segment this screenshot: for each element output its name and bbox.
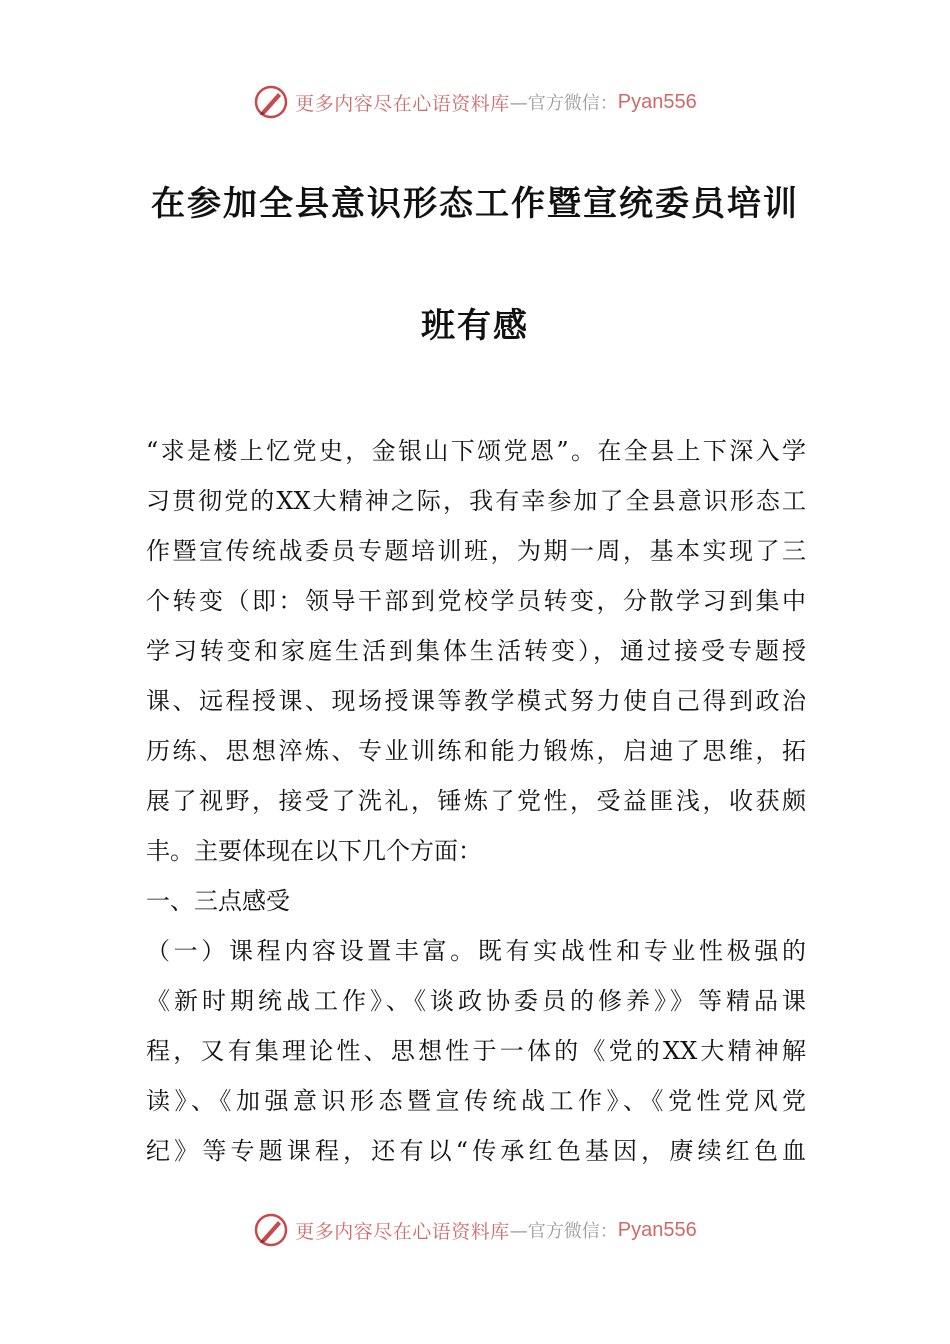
body-line: 程，又有集理论性、思想性于一体的《党的XX大精神解 [146,1037,806,1065]
body-line: 丰。主要体现在以下几个方面： [146,837,482,865]
footer-watermark [0,1210,950,1250]
document-title-line-2: 班有感 [421,306,529,346]
body-line: 课、远程授课、现场授课等教学模式努力使自己得到政治 [146,687,806,715]
watermark-wechat-id: Pyan556 [617,90,697,113]
watermark-main-text: 更多内容尽在心语资料库 [295,92,510,115]
pen-logo-icon [253,1212,289,1248]
body-line: 作暨宣传统战委员专题培训班，为期一周，基本实现了三 [146,537,806,565]
body-line: 展了视野，接受了洗礼，锤炼了党性，受益匪浅，收获颇 [146,787,806,815]
body-line: （一）课程内容设置丰富。既有实战性和专业性极强的 [146,937,806,965]
body-line: “求是楼上忆党史，金银山下颂党恩”。在全县上下深入学 [146,437,806,465]
document-body [146,426,806,1176]
header-watermark [0,82,950,122]
body-line: 读》、《加强意识形态暨宣传统战工作》、《党性党风党 [146,1087,806,1115]
watermark-wechat-id: Pyan556 [617,1218,697,1241]
watermark-main-text: 更多内容尽在心语资料库 [295,1220,510,1243]
watermark-sub-text: —官方微信： [509,1221,618,1242]
body-line: 个转变（即：领导干部到党校学员转变，分散学习到集中 [146,587,806,615]
body-line: 历练、思想淬炼、专业训练和能力锻炼，启迪了思维，拓 [146,737,806,765]
document-title-line-1: 在参加全县意识形态工作暨宣统委员培训 [151,184,799,224]
body-line: 习贯彻党的XX大精神之际，我有幸参加了全县意识形态工 [146,487,806,515]
pen-logo-icon [253,84,289,120]
section-heading: 一、三点感受 [146,887,290,915]
body-line: 《新时期统战工作》、《谈政协委员的修养》》等精品课 [146,987,806,1015]
body-line: 学习转变和家庭生活到集体生活转变），通过接受专题授 [146,637,806,665]
watermark-sub-text: —官方微信： [509,93,618,114]
body-line: 纪》等专题课程，还有以“传承红色基因，赓续红色血 [146,1137,806,1165]
